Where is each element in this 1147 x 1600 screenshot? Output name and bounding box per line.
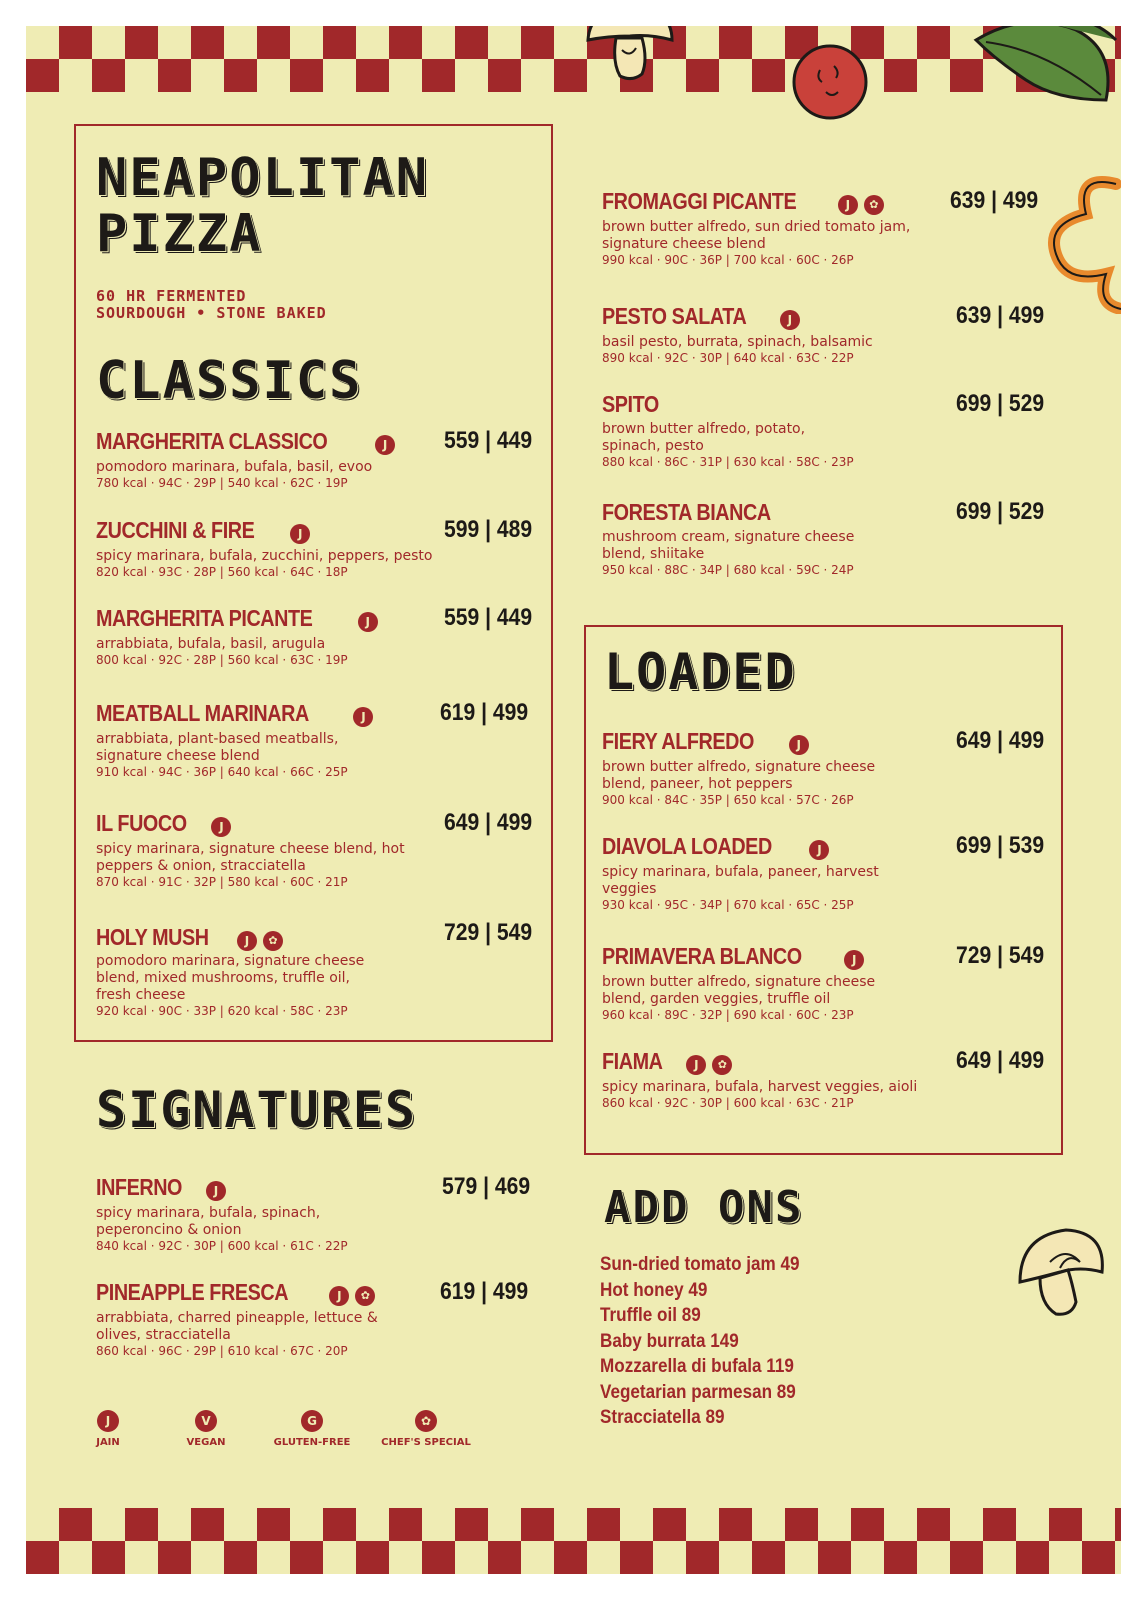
item-description: basil pesto, burrata, spinach, balsamic bbox=[602, 333, 873, 350]
menu-item-meatball-marinara bbox=[96, 700, 528, 780]
addons-heading: ADD ONS bbox=[604, 1182, 804, 1233]
item-price: 639 | 499 bbox=[949, 187, 1038, 214]
item-description: spicy marinara, bufala, spinach, peperoncino & onion bbox=[96, 1204, 321, 1238]
item-nutrition: 780 kcal · 94C · 29P | 540 kcal · 62C · 19P bbox=[96, 475, 348, 490]
menu-item-inferno bbox=[96, 1174, 530, 1254]
item-description: brown butter alfredo, signature cheese blend, garden veggies, truffle oil bbox=[602, 973, 876, 1007]
item-price: 699 | 529 bbox=[955, 498, 1044, 525]
item-nutrition: 840 kcal · 92C · 30P | 600 kcal · 61C · 22P bbox=[96, 1238, 348, 1253]
item-description: mushroom cream, signature cheese blend, shiitake bbox=[602, 529, 855, 562]
jain-icon: J bbox=[237, 931, 257, 951]
item-description: pomodoro marinara, signature cheese blend, mixed mushrooms, truffle oil, fresh cheese bbox=[96, 952, 365, 1003]
item-name: MEATBALL MARINARA bbox=[96, 700, 309, 726]
item-price: 639 | 499 bbox=[955, 302, 1044, 329]
legend-chef-special bbox=[371, 1410, 481, 1448]
legend-label: VEGAN bbox=[186, 1437, 226, 1448]
item-price: 559 | 449 bbox=[443, 604, 532, 631]
menu-item-holy-mush bbox=[96, 919, 532, 1019]
item-nutrition: 930 kcal · 95C · 34P | 670 kcal · 65C · 25P bbox=[602, 897, 854, 912]
jain-icon: J bbox=[780, 310, 800, 330]
item-nutrition: 900 kcal · 84C · 35P | 650 kcal · 57C · 26P bbox=[602, 792, 854, 807]
item-price: 619 | 499 bbox=[439, 699, 528, 726]
legend-jain bbox=[53, 1410, 163, 1448]
item-price: 599 | 489 bbox=[443, 516, 532, 543]
jain-icon: J bbox=[789, 735, 809, 755]
legend-gluten-free bbox=[257, 1410, 367, 1448]
vegan-icon: V bbox=[195, 1410, 217, 1432]
tomato-icon bbox=[790, 42, 870, 122]
chef-special-icon: ✿ bbox=[712, 1055, 732, 1075]
item-price: 649 | 499 bbox=[955, 727, 1044, 754]
menu-tagline: 60 HR FERMENTED SOURDOUGH • STONE BAKED bbox=[96, 287, 327, 322]
menu-item-il-fuoco bbox=[96, 810, 532, 890]
legend-vegan bbox=[151, 1410, 261, 1448]
item-nutrition: 800 kcal · 92C · 28P | 560 kcal · 63C · 19P bbox=[96, 652, 348, 667]
item-description: arrabbiata, charred pineapple, lettuce & olives, stracciatella bbox=[96, 1309, 378, 1343]
menu-item-pineapple-fresca bbox=[96, 1279, 528, 1359]
pepper-icon bbox=[1046, 174, 1121, 314]
item-nutrition: 990 kcal · 90C · 36P | 700 kcal · 60C · 26P bbox=[602, 252, 854, 267]
item-nutrition: 870 kcal · 91C · 32P | 580 kcal · 60C · 21P bbox=[96, 874, 348, 889]
item-name: FIERY ALFREDO bbox=[602, 728, 754, 754]
item-nutrition: 860 kcal · 92C · 30P | 600 kcal · 63C · 21P bbox=[602, 1095, 854, 1110]
menu-item-foresta-bianca bbox=[602, 499, 1044, 578]
item-description: spicy marinara, signature cheese blend, hot peppers & onion, stracciatella bbox=[96, 840, 405, 874]
item-price: 649 | 499 bbox=[955, 1047, 1044, 1074]
addon-item: Mozzarella di bufala 119 bbox=[600, 1356, 794, 1377]
gluten-free-icon: G bbox=[301, 1410, 323, 1432]
item-nutrition: 910 kcal · 94C · 36P | 640 kcal · 66C · 25P bbox=[96, 764, 348, 779]
chef-special-icon: ✿ bbox=[355, 1286, 375, 1306]
item-description: brown butter alfredo, signature cheese blend, paneer, hot peppers bbox=[602, 758, 876, 792]
menu-item-diavola-loaded bbox=[602, 833, 1044, 913]
menu-item-fiama bbox=[602, 1048, 1044, 1111]
item-name: MARGHERITA CLASSICO bbox=[96, 428, 328, 454]
loaded-heading: LOADED bbox=[604, 643, 797, 701]
menu-item-pesto-salata bbox=[602, 303, 1044, 366]
item-name: INFERNO bbox=[96, 1174, 182, 1200]
menu-item-fromaggi-picante bbox=[602, 188, 1038, 268]
item-nutrition: 880 kcal · 86C · 31P | 630 kcal · 58C · 23P bbox=[602, 455, 854, 469]
item-nutrition: 960 kcal · 89C · 32P | 690 kcal · 60C · 23P bbox=[602, 1007, 854, 1022]
menu-item-margherita-picante bbox=[96, 605, 532, 668]
item-name: ZUCCHINI & FIRE bbox=[96, 517, 255, 543]
jain-icon: J bbox=[358, 612, 378, 632]
item-description: pomodoro marinara, bufala, basil, evoo bbox=[96, 458, 373, 475]
classics-heading: CLASSICS bbox=[96, 351, 363, 411]
menu-item-fiery-alfredo bbox=[602, 728, 1044, 808]
item-price: 619 | 499 bbox=[439, 1278, 528, 1305]
item-description: arrabbiata, plant-based meatballs, signature cheese blend bbox=[96, 730, 339, 764]
menu-item-margherita-classico bbox=[96, 428, 532, 491]
item-nutrition: 950 kcal · 88C · 34P | 680 kcal · 59C · 24P bbox=[602, 563, 854, 577]
item-nutrition: 920 kcal · 90C · 33P | 620 kcal · 58C · 23P bbox=[96, 1003, 348, 1018]
item-price: 579 | 469 bbox=[441, 1173, 530, 1200]
item-name: DIAVOLA LOADED bbox=[602, 833, 772, 859]
item-name: HOLY MUSH bbox=[96, 924, 209, 950]
legend-label: JAIN bbox=[96, 1437, 120, 1448]
item-nutrition: 860 kcal · 96C · 29P | 610 kcal · 67C · 20P bbox=[96, 1343, 348, 1358]
item-price: 699 | 529 bbox=[955, 390, 1044, 417]
jain-icon: J bbox=[211, 817, 231, 837]
addon-item: Sun-dried tomato jam 49 bbox=[600, 1254, 800, 1275]
addon-item: Stracciatella 89 bbox=[600, 1407, 725, 1428]
item-description: spicy marinara, bufala, paneer, harvest veggies bbox=[602, 863, 879, 897]
chef-special-icon: ✿ bbox=[864, 195, 884, 215]
menu-item-spito bbox=[602, 391, 1044, 470]
item-name: FORESTA BIANCA bbox=[602, 499, 771, 525]
checker-border-top bbox=[26, 26, 1121, 92]
item-name: FROMAGGI PICANTE bbox=[602, 188, 797, 214]
addon-item: Baby burrata 149 bbox=[600, 1331, 739, 1352]
legend-label: GLUTEN-FREE bbox=[273, 1437, 351, 1448]
menu-item-primavera-blanco bbox=[602, 943, 1044, 1023]
jain-icon: J bbox=[97, 1410, 119, 1432]
checker-border-bottom bbox=[26, 1508, 1121, 1574]
item-name: MARGHERITA PICANTE bbox=[96, 605, 313, 631]
chef-special-icon: ✿ bbox=[263, 931, 283, 951]
item-description: arrabbiata, bufala, basil, arugula bbox=[96, 635, 326, 652]
basil-leaf-icon bbox=[966, 26, 1121, 110]
item-name: PRIMAVERA BLANCO bbox=[602, 943, 802, 969]
mushroom-icon bbox=[1010, 1222, 1110, 1322]
item-price: 729 | 549 bbox=[443, 919, 532, 946]
mushroom-icon bbox=[580, 26, 680, 86]
jain-icon: J bbox=[809, 840, 829, 860]
jain-icon: J bbox=[290, 524, 310, 544]
jain-icon: J bbox=[353, 707, 373, 727]
menu-item-zucchini-fire bbox=[96, 517, 532, 580]
item-name: PINEAPPLE FRESCA bbox=[96, 1279, 289, 1305]
signatures-heading: SIGNATURES bbox=[96, 1081, 418, 1139]
jain-icon: J bbox=[686, 1055, 706, 1075]
legend-label: CHEF'S SPECIAL bbox=[381, 1437, 471, 1448]
menu-title: NEAPOLITAN PIZZA bbox=[96, 148, 430, 264]
item-name: PESTO SALATA bbox=[602, 303, 747, 329]
jain-icon: J bbox=[844, 950, 864, 970]
jain-icon: J bbox=[329, 1286, 349, 1306]
addon-item: Hot honey 49 bbox=[600, 1280, 708, 1301]
item-nutrition: 890 kcal · 92C · 30P | 640 kcal · 63C · 22P bbox=[602, 350, 854, 365]
item-description: brown butter alfredo, potato, spinach, pesto bbox=[602, 421, 806, 454]
item-price: 729 | 549 bbox=[955, 942, 1044, 969]
item-description: brown butter alfredo, sun dried tomato jam, signature cheese blend bbox=[602, 218, 911, 252]
jain-icon: J bbox=[206, 1181, 226, 1201]
chef-special-icon: ✿ bbox=[415, 1410, 437, 1432]
item-name: FIAMA bbox=[602, 1048, 663, 1074]
item-price: 699 | 539 bbox=[955, 832, 1044, 859]
item-nutrition: 820 kcal · 93C · 28P | 560 kcal · 64C · 18P bbox=[96, 564, 348, 579]
item-price: 559 | 449 bbox=[443, 427, 532, 454]
menu-page bbox=[26, 26, 1121, 1574]
item-price: 649 | 499 bbox=[443, 809, 532, 836]
item-description: spicy marinara, bufala, zucchini, peppers, pesto bbox=[96, 547, 433, 564]
addon-item: Truffle oil 89 bbox=[600, 1305, 701, 1326]
jain-icon: J bbox=[838, 195, 858, 215]
item-name: SPITO bbox=[602, 391, 659, 417]
addon-item: Vegetarian parmesan 89 bbox=[600, 1382, 796, 1403]
jain-icon: J bbox=[375, 435, 395, 455]
item-description: spicy marinara, bufala, harvest veggies, aioli bbox=[602, 1078, 918, 1095]
item-name: IL FUOCO bbox=[96, 810, 187, 836]
